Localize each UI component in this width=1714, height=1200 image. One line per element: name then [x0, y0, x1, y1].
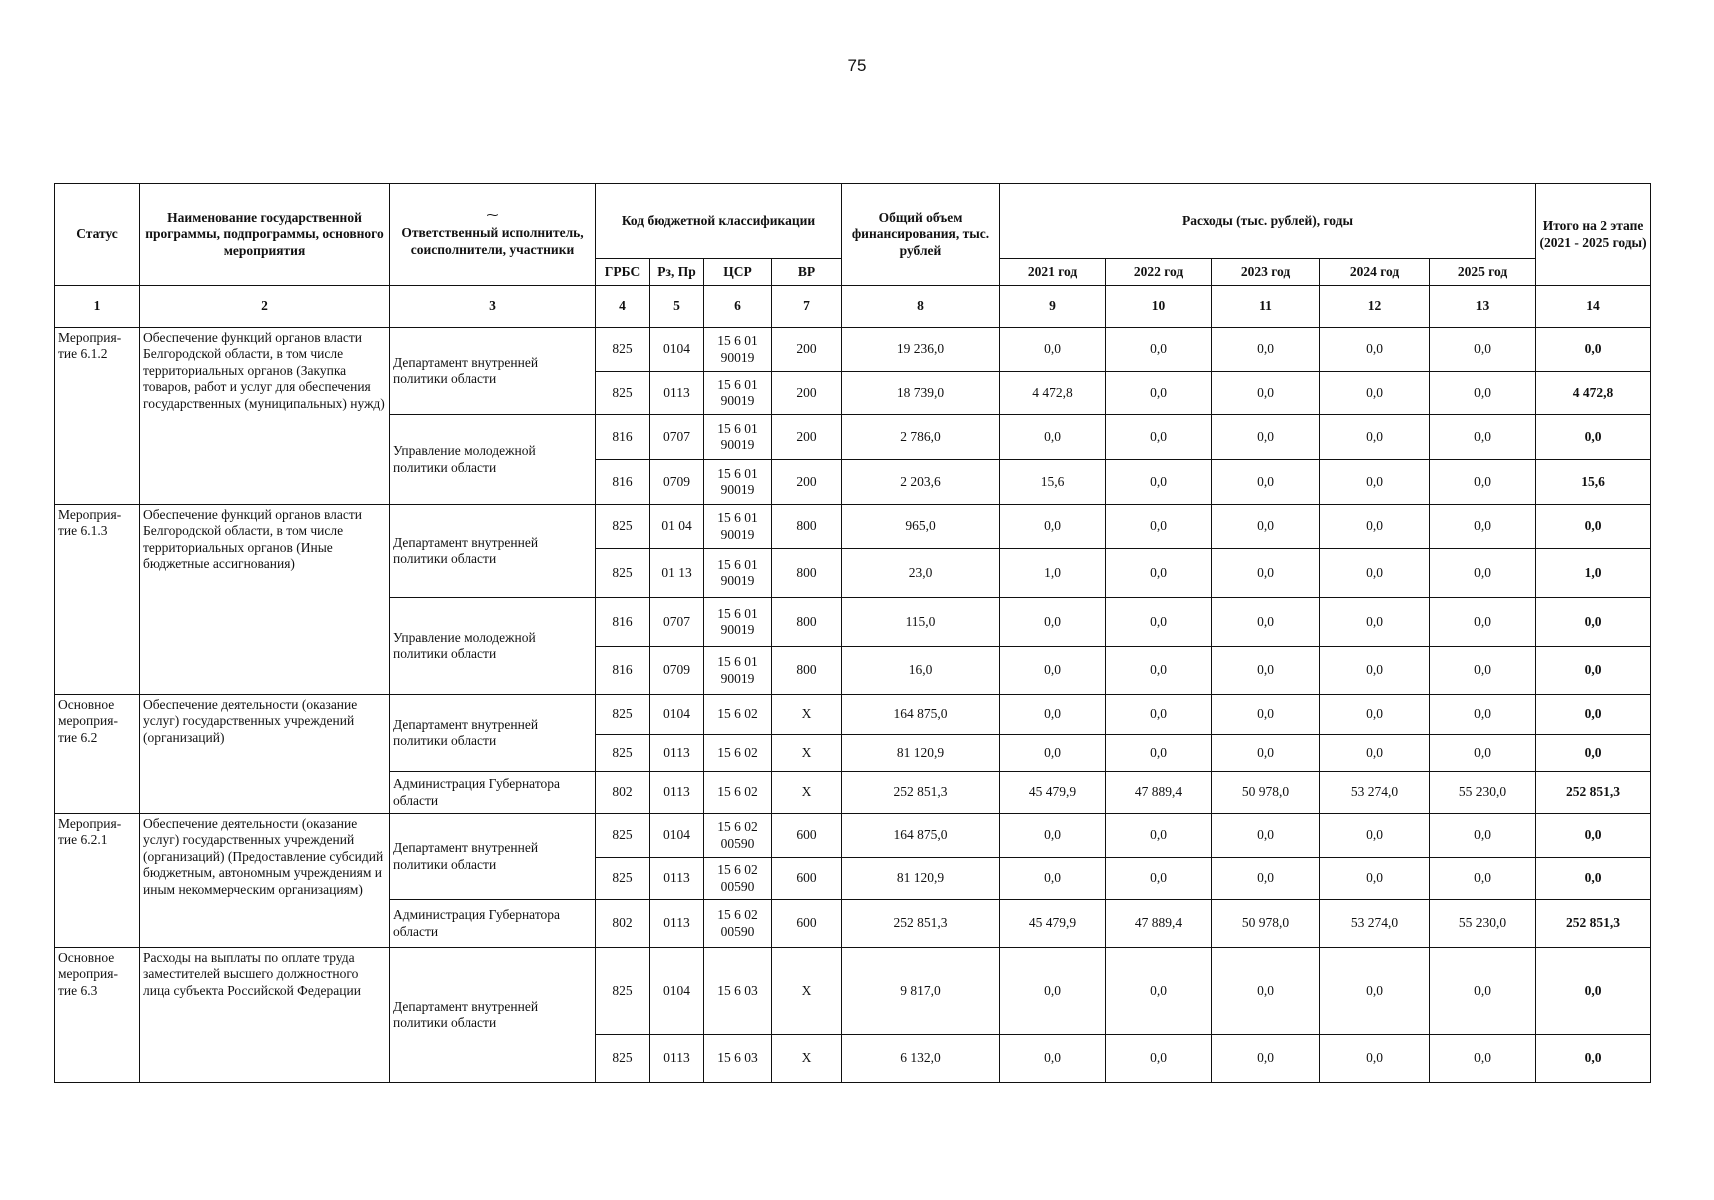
csr-cell: 15 6 01 90019: [704, 549, 772, 598]
vr-cell: 200: [772, 415, 842, 460]
y2025-cell: 0,0: [1430, 460, 1536, 505]
rzpr-cell: 0113: [650, 735, 704, 772]
column-number: 1: [55, 286, 140, 328]
csr-cell: 15 6 01 90019: [704, 415, 772, 460]
y2023-cell: 0,0: [1212, 328, 1320, 372]
total-cell: 115,0: [842, 598, 1000, 647]
page-number: 75: [847, 56, 867, 75]
total-cell: 965,0: [842, 505, 1000, 549]
y2024-cell: 0,0: [1320, 505, 1430, 549]
vr-cell: X: [772, 695, 842, 735]
y2025-cell: 0,0: [1430, 415, 1536, 460]
y2023-cell: 0,0: [1212, 948, 1320, 1035]
y2024-cell: 53 274,0: [1320, 772, 1430, 814]
y2021-cell: 0,0: [1000, 948, 1106, 1035]
grbs-cell: 816: [596, 460, 650, 505]
grbs-cell: 816: [596, 598, 650, 647]
y2025-cell: 0,0: [1430, 735, 1536, 772]
itogo-cell: 0,0: [1536, 948, 1651, 1035]
y2022-cell: 0,0: [1106, 460, 1212, 505]
vr-cell: 800: [772, 647, 842, 695]
column-number: 13: [1430, 286, 1536, 328]
header-rzpr: Рз, Пр: [650, 259, 704, 286]
responsible-cell: Департамент внутренней политики области: [390, 328, 596, 415]
status-cell: Мероприя-тие 6.1.3: [55, 505, 140, 695]
y2022-cell: 0,0: [1106, 415, 1212, 460]
y2021-cell: 0,0: [1000, 695, 1106, 735]
header-total: Общий объем финансирования, тыс. рублей: [842, 184, 1000, 286]
header-grbs: ГРБС: [596, 259, 650, 286]
vr-cell: 200: [772, 372, 842, 415]
rzpr-cell: 01 13: [650, 549, 704, 598]
header-status: Статус: [55, 184, 140, 286]
y2025-cell: 55 230,0: [1430, 900, 1536, 948]
rzpr-cell: 0113: [650, 372, 704, 415]
itogo-cell: 15,6: [1536, 460, 1651, 505]
grbs-cell: 825: [596, 1035, 650, 1083]
y2023-cell: 0,0: [1212, 549, 1320, 598]
total-cell: 252 851,3: [842, 772, 1000, 814]
y2022-cell: 0,0: [1106, 1035, 1212, 1083]
table-row: [55, 948, 1651, 1035]
header-2024: 2024 год: [1320, 259, 1430, 286]
status-cell: Основное мероприя-тие 6.3: [55, 948, 140, 1083]
rzpr-cell: 0104: [650, 814, 704, 858]
total-cell: 164 875,0: [842, 814, 1000, 858]
y2021-cell: 1,0: [1000, 549, 1106, 598]
column-number: 5: [650, 286, 704, 328]
header-vr: ВР: [772, 259, 842, 286]
y2024-cell: 0,0: [1320, 598, 1430, 647]
column-number: 8: [842, 286, 1000, 328]
y2023-cell: 0,0: [1212, 505, 1320, 549]
total-cell: 2 203,6: [842, 460, 1000, 505]
csr-cell: 15 6 03: [704, 1035, 772, 1083]
y2021-cell: 0,0: [1000, 735, 1106, 772]
header-2025: 2025 год: [1430, 259, 1536, 286]
y2023-cell: 0,0: [1212, 1035, 1320, 1083]
header-2022: 2022 год: [1106, 259, 1212, 286]
y2022-cell: 0,0: [1106, 549, 1212, 598]
y2021-cell: 0,0: [1000, 328, 1106, 372]
responsible-cell: Управление молодежной политики области: [390, 598, 596, 695]
csr-cell: 15 6 01 90019: [704, 505, 772, 549]
y2021-cell: 45 479,9: [1000, 900, 1106, 948]
responsible-cell: Департамент внутренней политики области: [390, 695, 596, 772]
tilde-mark: ⁓: [486, 208, 499, 223]
y2025-cell: 0,0: [1430, 505, 1536, 549]
itogo-cell: 1,0: [1536, 549, 1651, 598]
csr-cell: 15 6 02 00590: [704, 900, 772, 948]
rzpr-cell: 0104: [650, 695, 704, 735]
y2023-cell: 0,0: [1212, 814, 1320, 858]
y2022-cell: 0,0: [1106, 858, 1212, 900]
rzpr-cell: 01 04: [650, 505, 704, 549]
y2024-cell: 0,0: [1320, 695, 1430, 735]
header-expenses: Расходы (тыс. рублей), годы: [1000, 184, 1536, 259]
y2021-cell: 15,6: [1000, 460, 1106, 505]
vr-cell: X: [772, 1035, 842, 1083]
grbs-cell: 825: [596, 505, 650, 549]
rzpr-cell: 0113: [650, 1035, 704, 1083]
vr-cell: 200: [772, 328, 842, 372]
program-name-cell: Расходы на выплаты по оплате труда заместителей высшего должностного лица субъекта Российской Федерации: [140, 948, 390, 1083]
vr-cell: 600: [772, 858, 842, 900]
y2023-cell: 0,0: [1212, 460, 1320, 505]
y2024-cell: 0,0: [1320, 948, 1430, 1035]
y2023-cell: 0,0: [1212, 735, 1320, 772]
csr-cell: 15 6 02: [704, 695, 772, 735]
table-row: [55, 814, 1651, 858]
grbs-cell: 825: [596, 372, 650, 415]
itogo-cell: 0,0: [1536, 647, 1651, 695]
y2022-cell: 47 889,4: [1106, 772, 1212, 814]
grbs-cell: 825: [596, 735, 650, 772]
y2021-cell: 0,0: [1000, 415, 1106, 460]
rzpr-cell: 0104: [650, 948, 704, 1035]
rzpr-cell: 0707: [650, 598, 704, 647]
y2024-cell: 0,0: [1320, 372, 1430, 415]
status-cell: Мероприя-тие 6.2.1: [55, 814, 140, 948]
itogo-cell: 252 851,3: [1536, 900, 1651, 948]
y2022-cell: 47 889,4: [1106, 900, 1212, 948]
total-cell: 18 739,0: [842, 372, 1000, 415]
status-cell: Мероприя-тие 6.1.2: [55, 328, 140, 505]
y2022-cell: 0,0: [1106, 647, 1212, 695]
responsible-cell: Департамент внутренней политики области: [390, 814, 596, 900]
itogo-cell: 0,0: [1536, 415, 1651, 460]
y2022-cell: 0,0: [1106, 372, 1212, 415]
grbs-cell: 802: [596, 900, 650, 948]
responsible-cell: Управление молодежной политики области: [390, 415, 596, 505]
grbs-cell: 825: [596, 858, 650, 900]
y2022-cell: 0,0: [1106, 505, 1212, 549]
program-name-cell: Обеспечение функций органов власти Белгородской области, в том числе территориальных органов (Иные бюджетные ассигнования): [140, 505, 390, 695]
program-name-cell: Обеспечение деятельности (оказание услуг) государственных учреждений (организаций) (Предоставление субсидий бюджетным, автономным учреждениям и иным некоммерческим организациям): [140, 814, 390, 948]
y2021-cell: 0,0: [1000, 505, 1106, 549]
total-cell: 252 851,3: [842, 900, 1000, 948]
grbs-cell: 825: [596, 695, 650, 735]
column-number: 14: [1536, 286, 1651, 328]
csr-cell: 15 6 01 90019: [704, 372, 772, 415]
y2025-cell: 55 230,0: [1430, 772, 1536, 814]
itogo-cell: 252 851,3: [1536, 772, 1651, 814]
total-cell: 81 120,9: [842, 735, 1000, 772]
rzpr-cell: 0707: [650, 415, 704, 460]
y2023-cell: 0,0: [1212, 372, 1320, 415]
y2023-cell: 0,0: [1212, 858, 1320, 900]
itogo-cell: 0,0: [1536, 505, 1651, 549]
column-number: 3: [390, 286, 596, 328]
grbs-cell: 802: [596, 772, 650, 814]
y2024-cell: 53 274,0: [1320, 900, 1430, 948]
vr-cell: X: [772, 948, 842, 1035]
y2023-cell: 0,0: [1212, 647, 1320, 695]
y2022-cell: 0,0: [1106, 814, 1212, 858]
header-name: Наименование государственной программы, подпрограммы, основного мероприятия: [140, 184, 390, 286]
rzpr-cell: 0113: [650, 772, 704, 814]
y2021-cell: 0,0: [1000, 858, 1106, 900]
y2025-cell: 0,0: [1430, 948, 1536, 1035]
rzpr-cell: 0709: [650, 460, 704, 505]
table-row: [55, 695, 1651, 735]
responsible-cell: Департамент внутренней политики области: [390, 948, 596, 1083]
csr-cell: 15 6 03: [704, 948, 772, 1035]
header-itogo: Итого на 2 этапе (2021 - 2025 годы): [1536, 184, 1651, 286]
y2022-cell: 0,0: [1106, 948, 1212, 1035]
y2021-cell: 0,0: [1000, 598, 1106, 647]
y2024-cell: 0,0: [1320, 1035, 1430, 1083]
table-row: [55, 328, 1651, 372]
responsible-cell: Администрация Губернатора области: [390, 900, 596, 948]
y2024-cell: 0,0: [1320, 858, 1430, 900]
vr-cell: 800: [772, 549, 842, 598]
total-cell: 81 120,9: [842, 858, 1000, 900]
y2023-cell: 50 978,0: [1212, 900, 1320, 948]
status-cell: Основное мероприя-тие 6.2: [55, 695, 140, 814]
csr-cell: 15 6 02: [704, 735, 772, 772]
csr-cell: 15 6 01 90019: [704, 460, 772, 505]
y2021-cell: 4 472,8: [1000, 372, 1106, 415]
y2024-cell: 0,0: [1320, 328, 1430, 372]
program-name-cell: Обеспечение функций органов власти Белгородской области, в том числе территориальных органов (Закупка товаров, работ и услуг для обеспечения государственных (муниципальных) нужд): [140, 328, 390, 505]
y2022-cell: 0,0: [1106, 695, 1212, 735]
csr-cell: 15 6 01 90019: [704, 647, 772, 695]
column-number: 7: [772, 286, 842, 328]
vr-cell: X: [772, 772, 842, 814]
y2025-cell: 0,0: [1430, 814, 1536, 858]
y2025-cell: 0,0: [1430, 328, 1536, 372]
total-cell: 9 817,0: [842, 948, 1000, 1035]
y2025-cell: 0,0: [1430, 1035, 1536, 1083]
y2022-cell: 0,0: [1106, 328, 1212, 372]
y2023-cell: 0,0: [1212, 598, 1320, 647]
column-number-row: [55, 286, 1651, 328]
vr-cell: 600: [772, 814, 842, 858]
column-number: 9: [1000, 286, 1106, 328]
vr-cell: 600: [772, 900, 842, 948]
header-2021: 2021 год: [1000, 259, 1106, 286]
responsible-cell: Администрация Губернатора области: [390, 772, 596, 814]
responsible-cell: Департамент внутренней политики области: [390, 505, 596, 598]
budget-table: [54, 183, 1651, 1083]
vr-cell: 800: [772, 505, 842, 549]
column-number: 12: [1320, 286, 1430, 328]
y2025-cell: 0,0: [1430, 647, 1536, 695]
itogo-cell: 0,0: [1536, 598, 1651, 647]
y2024-cell: 0,0: [1320, 735, 1430, 772]
y2021-cell: 0,0: [1000, 1035, 1106, 1083]
column-number: 6: [704, 286, 772, 328]
y2025-cell: 0,0: [1430, 598, 1536, 647]
total-cell: 2 786,0: [842, 415, 1000, 460]
grbs-cell: 825: [596, 814, 650, 858]
total-cell: 6 132,0: [842, 1035, 1000, 1083]
csr-cell: 15 6 01 90019: [704, 328, 772, 372]
y2024-cell: 0,0: [1320, 415, 1430, 460]
grbs-cell: 816: [596, 647, 650, 695]
rzpr-cell: 0113: [650, 900, 704, 948]
header-budget-code: Код бюджетной классификации: [596, 184, 842, 259]
header-csr: ЦСР: [704, 259, 772, 286]
rzpr-cell: 0709: [650, 647, 704, 695]
total-cell: 16,0: [842, 647, 1000, 695]
itogo-cell: 4 472,8: [1536, 372, 1651, 415]
grbs-cell: 825: [596, 328, 650, 372]
grbs-cell: 825: [596, 948, 650, 1035]
y2024-cell: 0,0: [1320, 814, 1430, 858]
itogo-cell: 0,0: [1536, 814, 1651, 858]
y2024-cell: 0,0: [1320, 549, 1430, 598]
y2024-cell: 0,0: [1320, 460, 1430, 505]
budget-table-container: [54, 183, 1650, 1083]
grbs-cell: 816: [596, 415, 650, 460]
y2025-cell: 0,0: [1430, 695, 1536, 735]
total-cell: 19 236,0: [842, 328, 1000, 372]
column-number: 2: [140, 286, 390, 328]
itogo-cell: 0,0: [1536, 858, 1651, 900]
vr-cell: 800: [772, 598, 842, 647]
header-2023: 2023 год: [1212, 259, 1320, 286]
rzpr-cell: 0104: [650, 328, 704, 372]
header-responsible: [390, 184, 596, 286]
y2021-cell: 45 479,9: [1000, 772, 1106, 814]
y2021-cell: 0,0: [1000, 814, 1106, 858]
itogo-cell: 0,0: [1536, 735, 1651, 772]
csr-cell: 15 6 01 90019: [704, 598, 772, 647]
y2024-cell: 0,0: [1320, 647, 1430, 695]
vr-cell: 200: [772, 460, 842, 505]
y2025-cell: 0,0: [1430, 549, 1536, 598]
total-cell: 164 875,0: [842, 695, 1000, 735]
y2021-cell: 0,0: [1000, 647, 1106, 695]
table-row: [55, 505, 1651, 549]
total-cell: 23,0: [842, 549, 1000, 598]
itogo-cell: 0,0: [1536, 695, 1651, 735]
y2023-cell: 0,0: [1212, 695, 1320, 735]
itogo-cell: 0,0: [1536, 1035, 1651, 1083]
column-number: 11: [1212, 286, 1320, 328]
column-number: 10: [1106, 286, 1212, 328]
csr-cell: 15 6 02 00590: [704, 858, 772, 900]
column-number: 4: [596, 286, 650, 328]
program-name-cell: Обеспечение деятельности (оказание услуг) государственных учреждений (организаций): [140, 695, 390, 814]
y2025-cell: 0,0: [1430, 372, 1536, 415]
y2023-cell: 0,0: [1212, 415, 1320, 460]
itogo-cell: 0,0: [1536, 328, 1651, 372]
rzpr-cell: 0113: [650, 858, 704, 900]
y2022-cell: 0,0: [1106, 735, 1212, 772]
grbs-cell: 825: [596, 549, 650, 598]
table-body: [55, 286, 1651, 1083]
y2025-cell: 0,0: [1430, 858, 1536, 900]
header-responsible-label: Ответственный исполнитель, соисполнители, участники: [401, 225, 584, 257]
csr-cell: 15 6 02 00590: [704, 814, 772, 858]
y2022-cell: 0,0: [1106, 598, 1212, 647]
vr-cell: X: [772, 735, 842, 772]
csr-cell: 15 6 02: [704, 772, 772, 814]
y2023-cell: 50 978,0: [1212, 772, 1320, 814]
